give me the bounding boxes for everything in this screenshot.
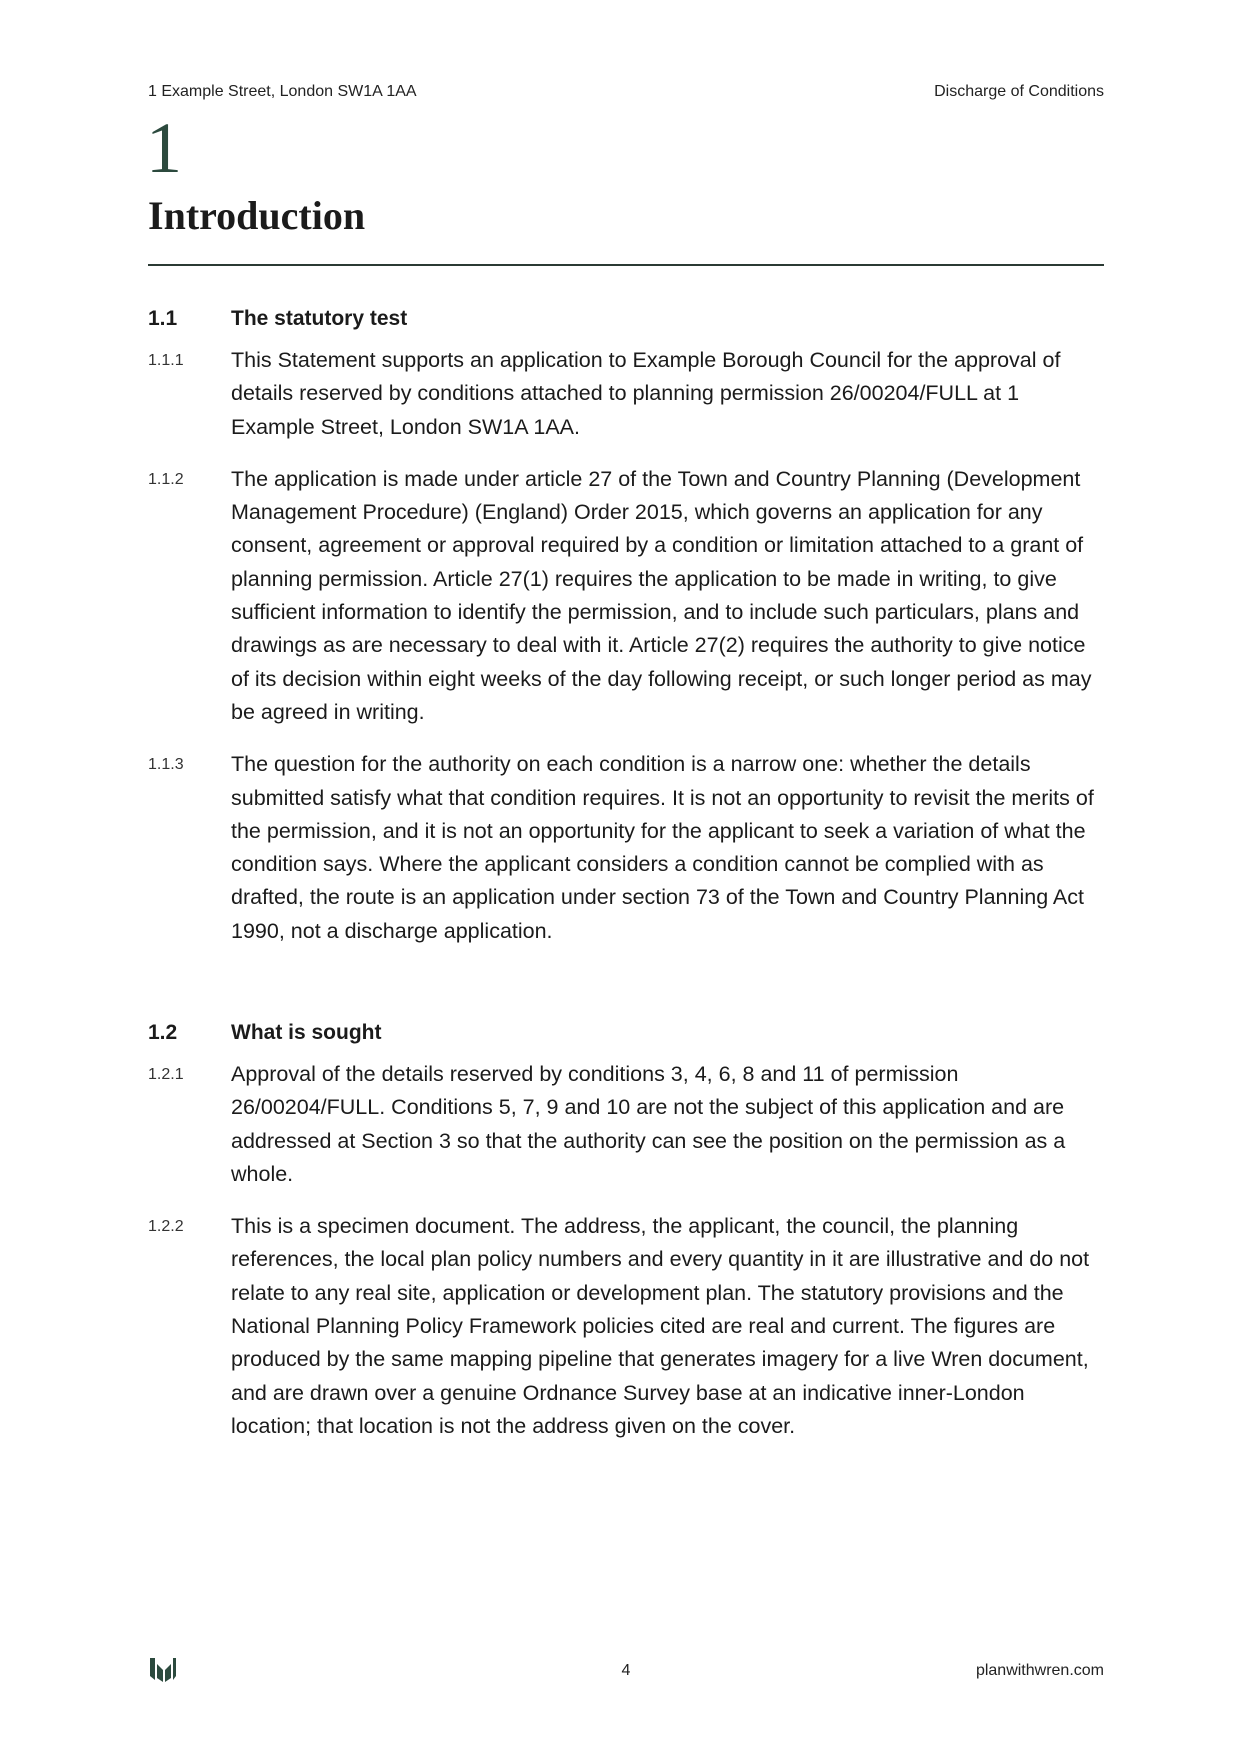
paragraph-number: 1.1.3 — [148, 756, 184, 774]
paragraph-number: 1.2.2 — [148, 1218, 184, 1236]
paragraph-text: Approval of the details reserved by conditions 3, 4, 6, 8 and 11 of permission 26/00204/FULL. Conditions 5, 7, 9 and 10 are not the subject of this application and are addressed at Section 3 so that the authority can see the position on the permission as a whole. — [231, 1062, 1066, 1186]
chapter-title: Introduction — [148, 193, 366, 238]
chapter-number: 1 — [146, 108, 182, 188]
section-number: 1.2 — [148, 1021, 178, 1044]
paragraph — [148, 748, 1104, 948]
website-link[interactable]: planwithwren.com — [975, 1662, 1104, 1679]
section-title: What is sought — [231, 1021, 382, 1044]
page-footer — [148, 1656, 1104, 1688]
paragraph-text: The question for the authority on each condition is a narrow one: whether the details submitted satisfy what that condition requires. It is not an opportunity to revisit the merits of the permission, and it is not an opportunity for the applicant to seek a variation of what the condition says. Where the applicant considers a condition cannot be complied with as drafted, the route is an application under section 73 of the Town and Country Planning Act 1990, not a discharge application. — [231, 752, 1094, 943]
paragraph-number: 1.1.1 — [148, 352, 184, 369]
paragraph-text: This Statement supports an application to Example Borough Council for the approval of details reserved by conditions attached to planning permission 26/00204/FULL at 1 Example Street, London SW1A 1AA. — [231, 348, 1061, 439]
section-heading — [148, 306, 1104, 332]
paragraph — [148, 344, 1104, 444]
section-1-1 — [148, 306, 1104, 967]
running-header — [148, 83, 1104, 101]
section-title: The statutory test — [231, 307, 408, 330]
paragraph — [148, 1210, 1104, 1443]
paragraph-text: The application is made under article 27 of the Town and Country Planning (Development Management Procedure) (England) Order 2015, which governs an application for any consent, agreement or approval required by a condition or limitation attached to a grant of planning permission. Article 27(1) requires the application to be made in writing, to give sufficient information to identify the permission, and to include such particulars, plans and drawings as are necessary to deal with it. Article 27(2) requires the authority to give notice of its decision within eight weeks of the day following receipt, or such longer period as may be agreed in writing. — [231, 466, 1092, 724]
section-number: 1.1 — [148, 307, 178, 330]
paragraph-number: 1.1.2 — [148, 470, 184, 488]
page-number: 4 — [621, 1662, 631, 1679]
paragraph-text: This is a specimen document. The address, the applicant, the council, the planning references, the local plan policy numbers and every quantity in it are illustrative and do not relate to any real site, application or development plan. The statutory provisions and the National Planning Policy Framework policies cited are real and current. The figures are produced by the same mapping pipeline that generates imagery for a live Wren document, and are drawn over a genuine Ordnance Survey base at an indicative inner-London location; that location is not the address given on the cover. — [231, 1214, 1090, 1438]
paragraph — [148, 463, 1104, 729]
paragraph-number: 1.2.1 — [148, 1066, 184, 1083]
header-document-type: Discharge of Conditions — [934, 83, 1104, 100]
title-divider — [148, 264, 1104, 266]
section-1-2 — [148, 1020, 1104, 1462]
paragraph — [148, 1058, 1104, 1191]
header-address: 1 Example Street, London SW1A 1AA — [148, 83, 417, 100]
section-heading — [148, 1020, 1104, 1046]
